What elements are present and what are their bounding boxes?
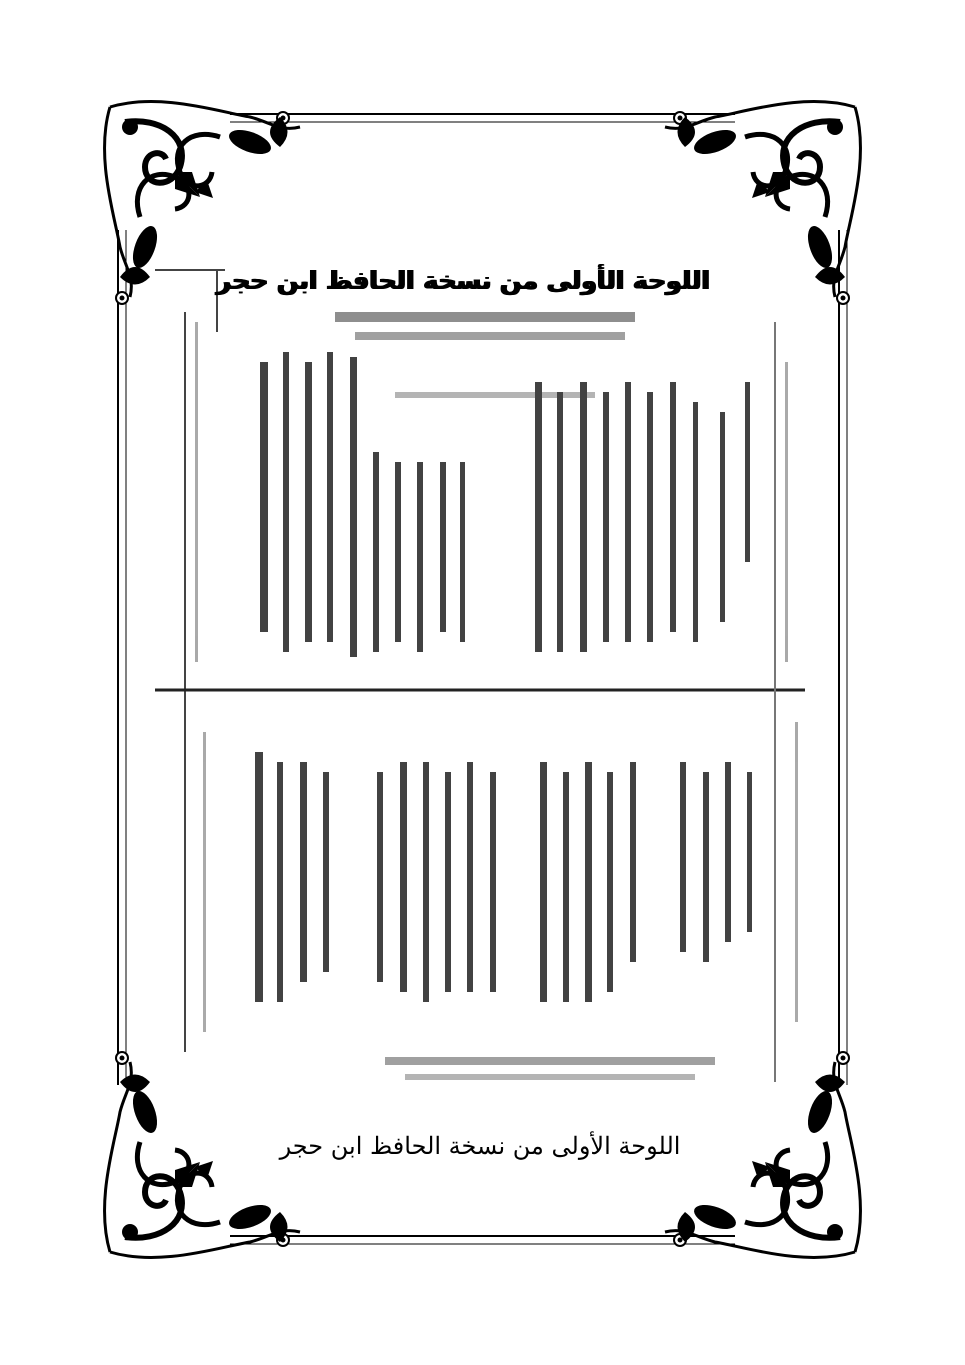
plate-caption: اللوحة الأولى من نسخة الحافظ ابن حجر bbox=[279, 1132, 681, 1160]
manuscript-scan-image bbox=[155, 262, 805, 1100]
plate-header-title: اللوحة الأولى من نسخة الحافظ ابن حجر bbox=[216, 266, 710, 295]
